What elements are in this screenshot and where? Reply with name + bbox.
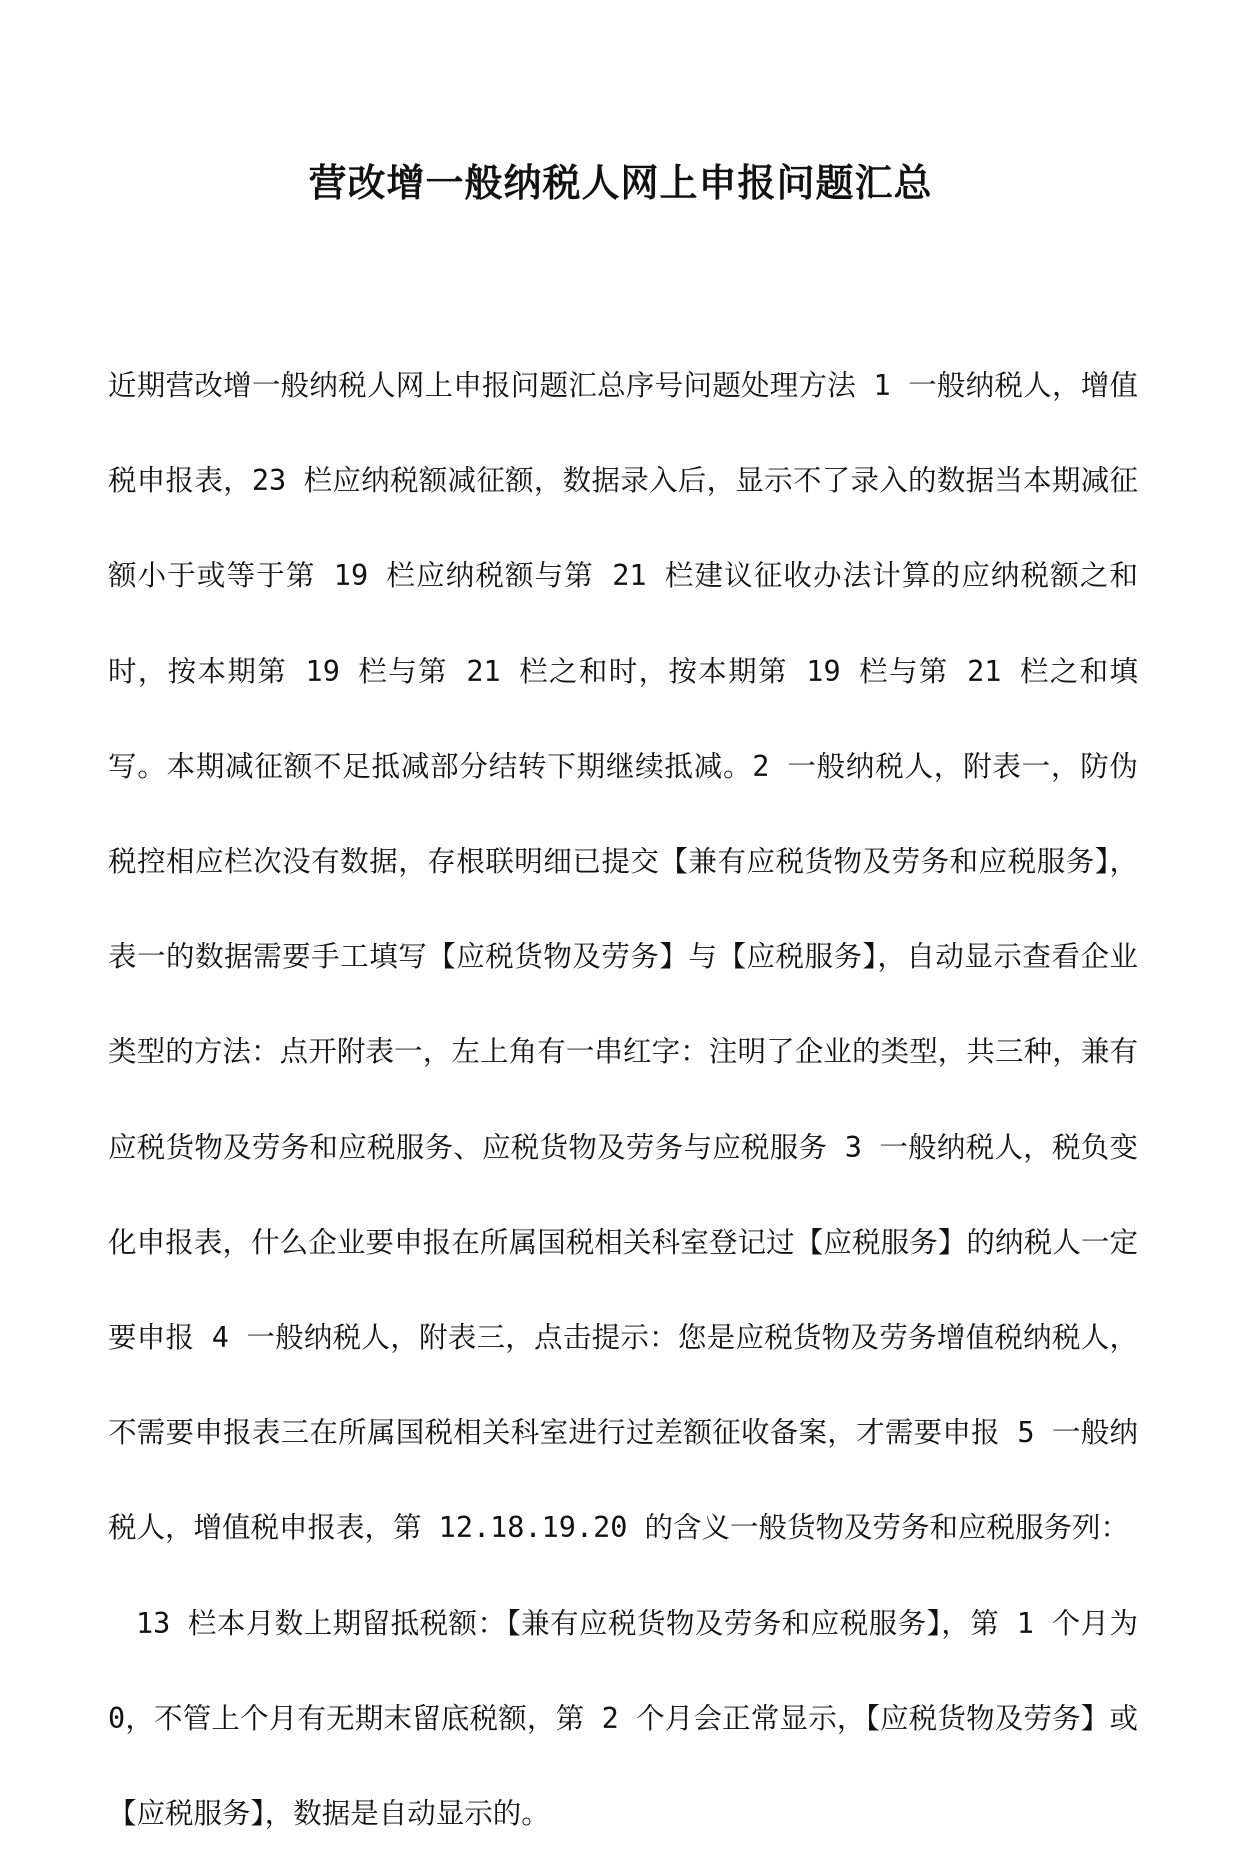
document-body bbox=[108, 338, 1138, 1861]
paragraph-2: 13 栏本月数上期留抵税额：【兼有应税货物及劳务和应税服务】，第 1 个月为 0，不管上个月有无期末留底税额，第 2 个月会正常显示，【应税货物及劳务】或【应税服务】，数据是自动显示的。 bbox=[108, 1606, 1138, 1831]
paragraph-1: 近期营改增一般纳税人网上申报问题汇总序号问题处理方法 1 一般纳税人，增值税申报表，23 栏应纳税额减征额，数据录入后，显示不了录入的数据当本期减征额小于或等于第 19 栏应纳税额与第 21 栏建议征收办法计算的应纳税额之和时，按本期第 19 栏与第 21 栏之和时，按本期第 19 栏与第 21 栏之和填写。本期减征额不足抵减部分结转下期继续抵减。2 一般纳税人，附表一，防伪税控相应栏次没有数据，存根联明细已提交【兼有应税货物及劳务和应税服务】，表一的数据需要手工填写【应税货物及劳务】与【应税服务】，自动显示查看企业类型的方法：点开附表一，左上角有一串红字：注明了企业的类型，共三种，兼有应税货物及劳务和应税服务、应税货物及劳务与应税服务 3 一般纳税人，税负变化申报表，什么企业要申报在所属国税相关科室登记过【应税服务】的纳税人一定要申报 4 一般纳税人，附表三，点击提示：您是应税货物及劳务增值税纳税人，不需要申报表三在所属国税相关科室进行过差额征收备案，才需要申报 5 一般纳税人，增值税申报表，第 12.18.19.20 的含义一般货物及劳务和应税服务列： bbox=[108, 369, 1138, 1545]
document-title: 营改增一般纳税人网上申报问题汇总 bbox=[308, 160, 933, 205]
